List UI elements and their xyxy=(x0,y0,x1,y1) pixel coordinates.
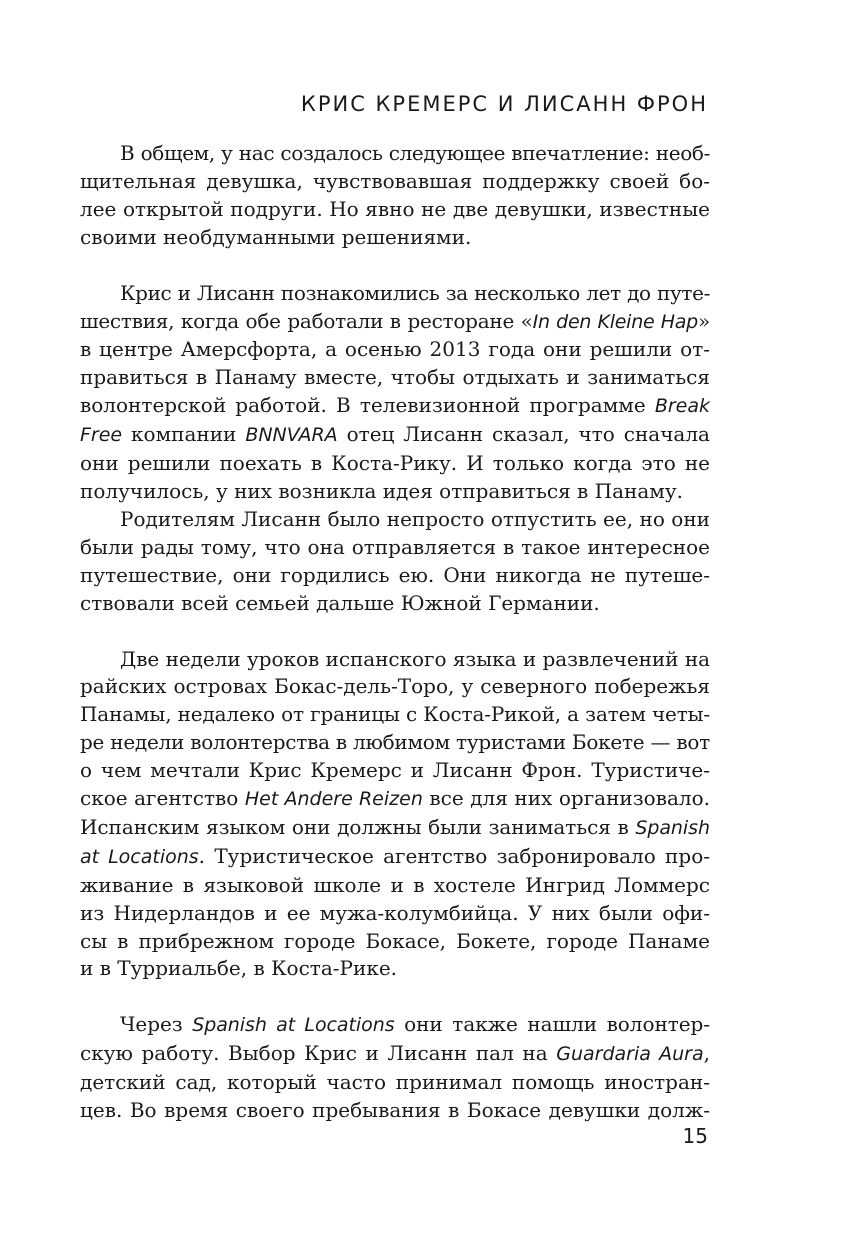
text-line: в центре Амерсфорта, а осенью 2013 года они решили от- xyxy=(80,337,710,362)
text-line: и в Турриальбе, в Коста-Рике. xyxy=(80,956,398,981)
italic-run: Het Andere Reizen xyxy=(244,788,423,811)
text-run: » xyxy=(698,308,710,333)
text-line: Крис и Лисанн познакомились за несколько лет до путе- xyxy=(120,280,710,305)
text-line xyxy=(80,421,710,450)
text-run: Испанским языком они должны были заниматься в xyxy=(80,814,636,839)
page-number: 15 xyxy=(682,1124,708,1148)
text-line: Родителям Лисанн было непросто отпустить ее, но они xyxy=(120,506,710,531)
text-line: Две недели уроков испанского языка и развлечений на xyxy=(120,646,710,671)
text-line: живание в языковой школе и в хостеле Ингрид Ломмерс xyxy=(80,872,710,897)
text-line: ре недели волонтерства в любимом туристами Бокете — вот xyxy=(80,730,710,755)
text-line: Панамы, недалеко от границы с Коста-Рикой, а затем четы- xyxy=(80,702,710,727)
text-line: В общем, у нас создалось следующее впечатление: необ- xyxy=(120,141,710,165)
text-line xyxy=(80,392,710,421)
text-line: из Нидерландов и ее мужа-колумбийца. У них были офи- xyxy=(80,900,710,925)
text-line: правиться в Панаму вместе, чтобы отдыхать и заниматься xyxy=(80,365,710,390)
italic-run: BNNVARA xyxy=(245,424,338,447)
italic-run: Spanish at Locations xyxy=(192,1014,395,1037)
text-line xyxy=(80,308,710,337)
text-line xyxy=(80,785,710,814)
paragraph-1 xyxy=(80,140,710,252)
italic-run: Guardaria Aura xyxy=(556,1043,704,1066)
paragraph-5 xyxy=(80,1011,710,1125)
text-run: ское агентство xyxy=(80,786,245,811)
text-line xyxy=(80,1040,710,1069)
body-text xyxy=(80,140,710,1125)
text-line: райских островах Бокас-дель-Торо, у северного побережья xyxy=(80,674,710,699)
text-run: волонтерской работой. В телевизионной программе xyxy=(80,393,655,418)
text-run: Через xyxy=(120,1012,193,1037)
text-line: ствовали всей семьей дальше Южной Германии. xyxy=(80,590,600,615)
text-line xyxy=(80,814,710,843)
text-line: они решили поехать в Коста-Рику. И только когда это не xyxy=(80,451,710,476)
text-run: они также нашли волонтер- xyxy=(394,1012,710,1037)
text-run: скую работу. Выбор Крис и Лисанн пал на xyxy=(80,1041,557,1066)
paragraph-4 xyxy=(80,646,710,984)
paragraph-2 xyxy=(80,280,710,506)
text-line: цев. Во время своего пребывания в Бокасе девушки долж- xyxy=(80,1098,710,1123)
text-line xyxy=(80,1011,710,1040)
text-line: лее открытой подруги. Но явно не две девушки, известные xyxy=(80,196,710,221)
italic-run: at Locations xyxy=(80,845,199,868)
text-line: о чем мечтали Крис Кремерс и Лисанн Фрон. Туристиче- xyxy=(80,758,710,783)
text-run: все для них организовало. xyxy=(422,786,710,811)
text-line: своими необдуманными решениями. xyxy=(80,224,472,249)
text-run: . Туристическое агентство забронировало про- xyxy=(198,843,710,868)
text-line: получилось, у них возникла идея отправиться в Панаму. xyxy=(80,478,683,503)
text-run: компании xyxy=(122,422,246,447)
running-head: КРИС КРЕМЕРС И ЛИСАНН ФРОН xyxy=(300,92,708,116)
text-run: отец Лисанн сказал, что сначала xyxy=(337,422,710,447)
italic-run: Free xyxy=(80,424,123,447)
text-run: , xyxy=(703,1041,710,1066)
text-run: шествия, когда обе работали в ресторане « xyxy=(80,308,533,333)
italic-run: Break xyxy=(654,395,710,418)
text-line xyxy=(80,843,710,872)
italic-run: In den Kleine Hap xyxy=(532,310,698,333)
italic-run: Spanish xyxy=(635,816,710,839)
text-line: щительная девушка, чувствовавшая поддержку своей бо- xyxy=(80,168,710,193)
text-line: сы в прибрежном городе Бокасе, Бокете, городе Панаме xyxy=(80,928,710,953)
paragraph-3 xyxy=(80,506,710,618)
text-line: были рады тому, что она отправляется в такое интересное xyxy=(80,534,710,559)
text-line: путешествие, они гордились ею. Они никогда не путеше- xyxy=(80,562,710,587)
text-line: детский сад, который часто принимал помощь иностран- xyxy=(80,1070,710,1095)
